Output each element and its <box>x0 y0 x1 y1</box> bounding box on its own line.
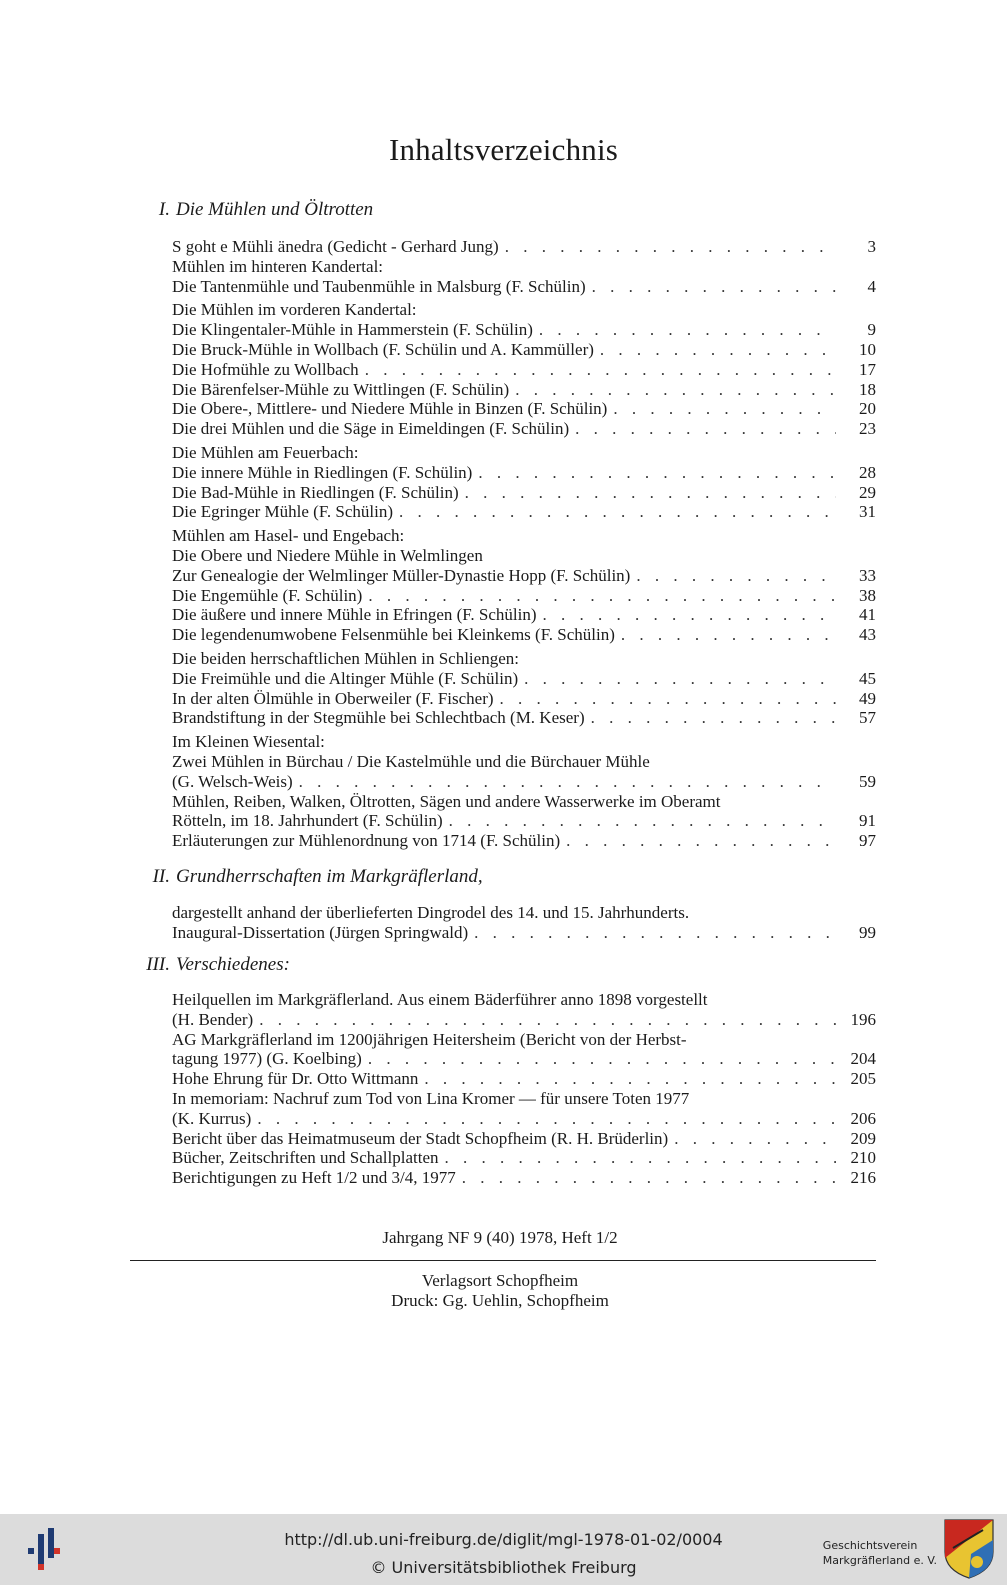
page-number: 10 <box>859 339 876 359</box>
section-2-entries <box>172 903 876 943</box>
dot-leader <box>439 1148 836 1168</box>
section-heading-1 <box>130 199 373 221</box>
toc-entry[interactable] <box>172 340 876 360</box>
section-number: III. <box>146 954 170 975</box>
entry-title: Brandstiftung in der Stegmühle bei Schlechtbach (M. Keser) <box>172 708 585 728</box>
toc-line: dargestellt anhand der überlieferten Dingrodel des 14. und 15. Jahrhunderts. <box>172 903 690 922</box>
organization-line-1: Geschichtsverein <box>822 1539 918 1552</box>
page-title: Inhaltsverzeichnis <box>388 132 619 167</box>
page-number: 29 <box>859 482 876 502</box>
toc-line: Die beiden herrschaftlichen Mühlen in Schliengen: <box>172 648 519 668</box>
toc-entry[interactable] <box>172 1069 876 1089</box>
entry-title: Berichtigungen zu Heft 1/2 und 3/4, 1977 <box>172 1168 456 1188</box>
toc-entry[interactable] <box>172 811 876 831</box>
dot-leader <box>560 831 836 851</box>
toc-entry[interactable] <box>172 237 876 257</box>
toc-entry[interactable] <box>172 689 876 709</box>
imprint <box>0 1271 1000 1311</box>
toc-entry[interactable] <box>172 1168 876 1188</box>
entry-title: tagung 1977) (G. Koelbing) <box>172 1049 362 1069</box>
page-number: 59 <box>859 771 876 791</box>
toc-entry[interactable] <box>172 625 876 645</box>
document-url[interactable]: http://dl.ub.uni-freiburg.de/diglit/mgl-1978-01-02/0004 <box>284 1530 723 1549</box>
page-number: 57 <box>859 708 876 728</box>
entry-title: Zur Genealogie der Welmlinger Müller-Dynastie Hopp (F. Schülin) <box>172 565 631 585</box>
page-number: 23 <box>859 419 876 439</box>
entry-title: Die Freimühle und die Altinger Mühle (F. Schülin) <box>172 668 519 688</box>
page-number: 20 <box>859 399 876 419</box>
toc-entry[interactable] <box>172 320 876 340</box>
toc-line: Mühlen am Hasel- und Engebach: <box>172 526 405 546</box>
dot-leader <box>594 340 836 360</box>
page-number: 41 <box>859 605 876 625</box>
dot-leader <box>251 1109 836 1129</box>
entry-title: Die Hofmühle zu Wollbach <box>172 359 359 379</box>
toc-line: Heilquellen im Markgräflerland. Aus einem Bäderführer anno 1898 vorgestellt <box>172 990 708 1009</box>
section-title: Verschiedenes: <box>176 954 290 975</box>
section-number: I. <box>158 199 170 220</box>
dot-leader <box>362 586 836 606</box>
entry-title: Die Bärenfelser-Mühle zu Wittlingen (F. Schülin) <box>172 379 510 399</box>
toc-entry[interactable] <box>172 483 876 503</box>
toc-line: Zwei Mühlen in Bürchau / Die Kastelmühle und die Bürchauer Mühle <box>172 751 650 771</box>
page-number: 216 <box>850 1168 876 1188</box>
copyright-notice: © Universitätsbibliothek Freiburg <box>370 1558 637 1577</box>
volume-info: Jahrgang NF 9 (40) 1978, Heft 1/2 <box>382 1228 618 1247</box>
dot-leader <box>607 399 836 419</box>
toc-line: In memoriam: Nachruf zum Tod von Lina Kromer — für unsere Toten 1977 <box>172 1088 690 1108</box>
coat-of-arms-icon <box>943 1518 995 1580</box>
toc-entry[interactable] <box>172 923 876 943</box>
toc-line: Die Obere und Niedere Mühle in Welmlingen <box>172 545 483 565</box>
page-number: 205 <box>850 1069 876 1089</box>
dot-leader <box>518 669 836 689</box>
dot-leader <box>533 320 836 340</box>
dot-leader <box>630 566 836 586</box>
page-number: 210 <box>850 1148 876 1168</box>
entry-title: Die Klingentaler-Mühle in Hammerstein (F. Schülin) <box>172 320 533 340</box>
toc-entry[interactable] <box>172 380 876 400</box>
section-1-entries <box>172 237 876 851</box>
dot-leader <box>499 237 836 257</box>
dot-leader <box>509 380 836 400</box>
toc-entry[interactable] <box>172 566 876 586</box>
toc-entry[interactable] <box>172 419 876 439</box>
page-number: 99 <box>859 922 876 942</box>
page-number: 3 <box>867 237 876 256</box>
dot-leader <box>362 1049 836 1069</box>
entry-title: Die innere Mühle in Riedlingen (F. Schülin) <box>172 462 473 482</box>
entry-title: Die Obere-, Mittlere- und Niedere Mühle in Binzen (F. Schülin) <box>172 399 608 419</box>
organization-name <box>823 1538 937 1568</box>
toc-entry[interactable] <box>172 277 876 297</box>
page-number: 33 <box>859 565 876 585</box>
section-heading-2 <box>130 866 483 888</box>
toc-entry[interactable] <box>172 399 876 419</box>
entry-title: Hohe Ehrung für Dr. Otto Wittmann <box>172 1069 419 1089</box>
entry-title: Erläuterungen zur Mühlenordnung von 1714 (F. Schülin) <box>172 831 561 851</box>
imprint-place: Verlagsort Schopfheim <box>421 1271 579 1290</box>
toc-entry[interactable] <box>172 1010 876 1030</box>
dot-leader <box>494 689 836 709</box>
dot-leader <box>586 277 836 297</box>
entry-title: Die Engemühle (F. Schülin) <box>172 585 363 605</box>
entry-title: Die drei Mühlen und die Säge in Eimeldingen (F. Schülin) <box>172 419 570 439</box>
entry-title: Bücher, Zeitschriften und Schallplatten <box>172 1148 439 1168</box>
dot-leader <box>253 1010 836 1030</box>
entry-title: Die Egringer Mühle (F. Schülin) <box>172 502 394 522</box>
page-number: 28 <box>859 462 876 482</box>
page-number: 204 <box>850 1049 876 1069</box>
toc-line: Die Mühlen im vorderen Kandertal: <box>172 300 417 320</box>
section-3-entries <box>172 990 876 1188</box>
page-number: 209 <box>850 1128 876 1148</box>
page-number: 31 <box>859 502 876 522</box>
page-number: 206 <box>850 1108 876 1128</box>
toc-entry[interactable] <box>172 1049 876 1069</box>
viewer-footer <box>0 1514 1007 1585</box>
toc-entry[interactable] <box>172 1129 876 1149</box>
toc-entry[interactable] <box>172 1109 876 1129</box>
toc-entry[interactable] <box>172 669 876 689</box>
page-number: 43 <box>859 625 876 645</box>
page-number: 9 <box>867 320 876 340</box>
entry-title: (G. Welsch-Weis) <box>172 771 293 791</box>
entry-title: In der alten Ölmühle in Oberweiler (F. Fischer) <box>172 688 494 708</box>
dot-leader <box>468 923 836 943</box>
toc-entry[interactable] <box>172 1148 876 1168</box>
dot-leader <box>443 811 836 831</box>
dot-leader <box>418 1069 836 1089</box>
toc-entry[interactable] <box>172 708 876 728</box>
dot-leader <box>456 1168 836 1188</box>
toc-line: Im Kleinen Wiesental: <box>172 732 325 752</box>
page-number: 196 <box>850 1009 876 1029</box>
imprint-printer: Druck: Gg. Uehlin, Schopfheim <box>391 1291 609 1310</box>
entry-title: Inaugural-Dissertation (Jürgen Springwald) <box>172 922 469 942</box>
toc-entry[interactable] <box>172 605 876 625</box>
dot-leader <box>472 463 836 483</box>
entry-title: Die Bad-Mühle in Riedlingen (F. Schülin) <box>172 482 459 502</box>
page-number: 45 <box>859 668 876 688</box>
toc-entry[interactable] <box>172 463 876 483</box>
page-number: 17 <box>859 359 876 379</box>
page-number: 49 <box>859 688 876 708</box>
toc-entry[interactable] <box>172 831 876 851</box>
entry-title: Die legendenumwobene Felsenmühle bei Kleinkems (F. Schülin) <box>172 625 615 645</box>
dot-leader <box>585 708 836 728</box>
toc-line: Die Mühlen am Feuerbach: <box>172 442 359 462</box>
toc-entry[interactable] <box>172 586 876 606</box>
page-number: 91 <box>859 811 876 831</box>
dot-leader <box>668 1129 836 1149</box>
toc-entry[interactable] <box>172 360 876 380</box>
dot-leader <box>569 419 836 439</box>
entry-title: Die äußere und innere Mühle in Efringen (F. Schülin) <box>172 605 537 625</box>
entry-title: S goht e Mühli änedra (Gedicht - Gerhard Jung) <box>172 237 499 256</box>
toc-line: AG Markgräflerland im 1200jährigen Heitersheim (Bericht von der Herbst- <box>172 1029 687 1049</box>
divider-rule <box>130 1260 876 1261</box>
entry-title: Rötteln, im 18. Jahrhundert (F. Schülin) <box>172 811 443 831</box>
dot-leader <box>459 483 836 503</box>
section-heading-3 <box>130 954 290 976</box>
section-title: Die Mühlen und Öltrotten <box>176 199 374 220</box>
section-number: II. <box>152 866 170 887</box>
dot-leader <box>537 605 836 625</box>
toc-entry[interactable] <box>172 502 876 522</box>
toc-line: Mühlen, Reiben, Walken, Öltrotten, Sägen und andere Wasserwerke im Oberamt <box>172 791 721 811</box>
page-number: 97 <box>859 831 876 851</box>
page-number: 38 <box>859 585 876 605</box>
page-number: 18 <box>859 379 876 399</box>
dot-leader <box>615 625 836 645</box>
entry-title: (K. Kurrus) <box>172 1108 252 1128</box>
entry-title: Bericht über das Heimatmuseum der Stadt Schopfheim (R. H. Brüderlin) <box>172 1128 669 1148</box>
page-number: 4 <box>867 276 876 296</box>
toc-entry[interactable] <box>172 772 876 792</box>
entry-title: Die Bruck-Mühle in Wollbach (F. Schülin und A. Kammüller) <box>172 339 594 359</box>
dot-leader <box>359 360 836 380</box>
section-title: Grundherrschaften im Markgräflerland, <box>176 866 483 887</box>
entry-title: Die Tantenmühle und Taubenmühle in Malsburg (F. Schülin) <box>172 276 586 296</box>
organization-line-2: Markgräflerland e. V. <box>822 1554 937 1567</box>
dot-leader <box>393 502 836 522</box>
entry-title: (H. Bender) <box>172 1009 254 1029</box>
dot-leader <box>293 772 836 792</box>
toc-line: Mühlen im hinteren Kandertal: <box>172 256 384 276</box>
